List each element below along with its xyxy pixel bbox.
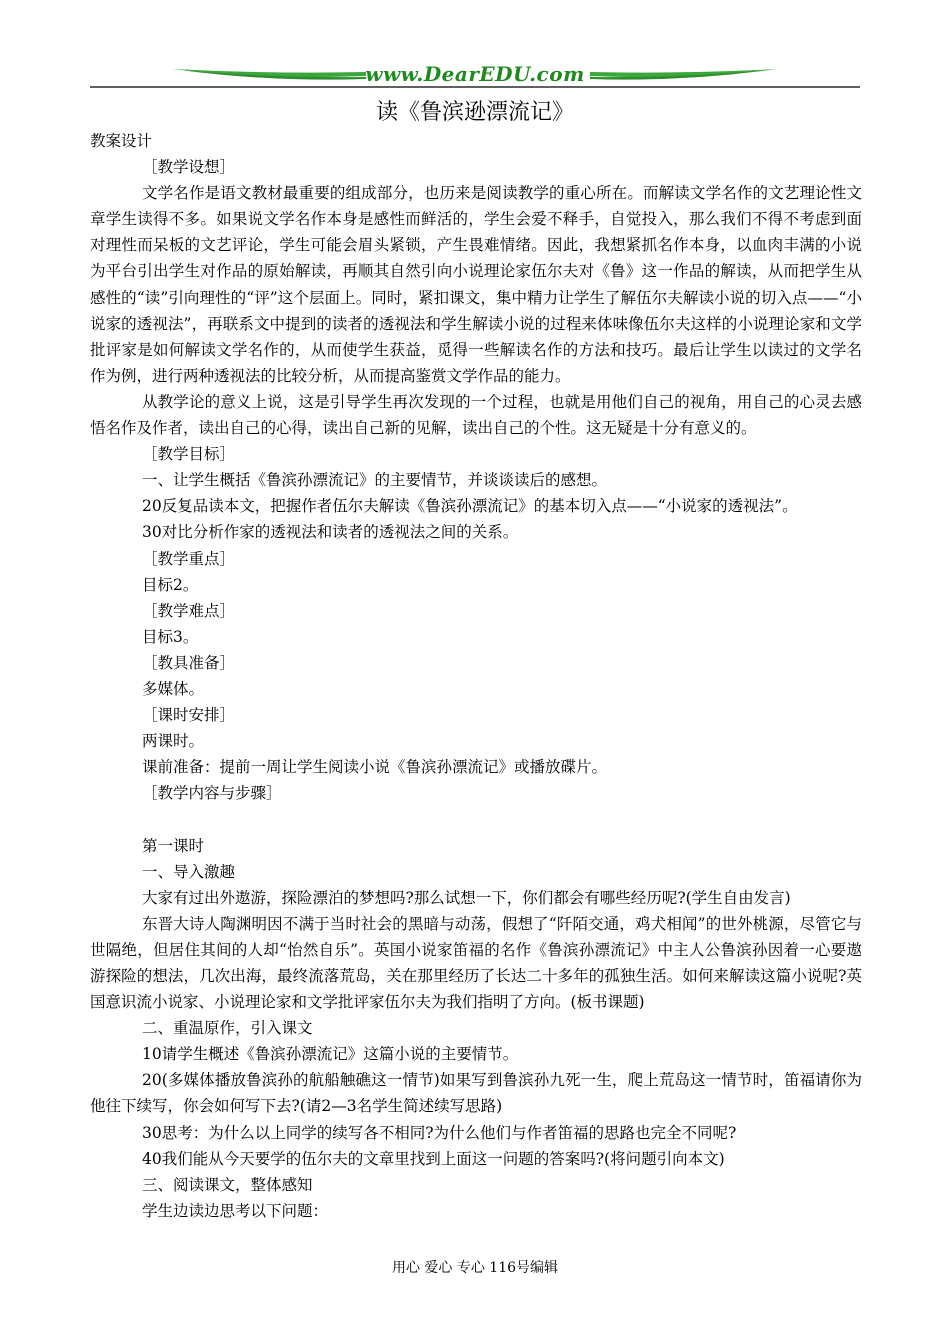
document-body	[90, 128, 862, 1224]
paragraph: 20(多媒体播放鲁滨孙的航船触礁这一情节)如果写到鲁滨孙九死一生，爬上荒岛这一情节时，笛福请你为他往下续写，你会如何写下去?(请2—3名学生简述续写思路)	[90, 1071, 862, 1116]
paragraph: 文学名作是语文教材最重要的组成部分，也历来是阅读教学的重心所在。而解读文学名作的文艺理论性文章学生读得不多。如果说文学名作本身是感性而鲜活的，学生会爱不释手，自觉投入，那么我们不得不考虑到面对理性而呆板的文艺评论，学生可能会眉头紧锁，产生畏难情绪。因此，我想紧抓名作本身，以血肉丰满的小说为平台引出学生对作品的原始解读，再顺其自然引向小说理论家伍尔夫对《鲁》这一作品的解读，从而把学生从感性的“读”引向理性的“评”这个层面上。同时，紧扣课文，集中精力让学生了解伍尔夫解读小说的切入点——“小说家的透视法”，再联系文中提到的读者的透视法和学生解读小说的过程来体味像伍尔夫这样的小说理论家和文学批评家是如何解读文学名作的，从而使学生获益，觅得一些解读名作的方法和技巧。最后让学生以读过的文学名作为例，进行两种透视法的比较分析，从而提高鉴赏文学作品的能力。	[90, 184, 862, 385]
paragraph: ［教学目标］	[142, 445, 236, 464]
site-header	[90, 60, 860, 90]
paragraph: 40我们能从今天要学的伍尔夫的文章里找到上面这一问题的答案吗?(将问题引向本文)	[142, 1149, 725, 1168]
paragraph: 大家有过出外遨游，探险漂泊的梦想吗?那么试想一下，你们都会有哪些经历呢?(学生自由发言)	[142, 888, 791, 907]
paragraph: ［教学设想］	[142, 158, 236, 177]
paragraph: 20反复品读本文，把握作者伍尔夫解读《鲁滨孙漂流记》的基本切入点——“小说家的透视法”。	[142, 497, 798, 516]
paragraph: 目标2。	[142, 575, 199, 594]
paragraph: 三、阅读课文，整体感知	[142, 1175, 313, 1194]
paragraph: 二、重温原作，引入课文	[142, 1019, 313, 1038]
paragraph: 第一课时	[142, 836, 205, 855]
paragraph: 目标3。	[142, 627, 199, 646]
paragraph: 一、让学生概括《鲁滨孙漂流记》的主要情节，并谈谈读后的感想。	[142, 471, 608, 490]
paragraph: 教案设计	[90, 132, 153, 150]
paragraph: ［教学重点］	[142, 549, 236, 568]
paragraph: ［教学内容与步骤］	[142, 784, 282, 803]
page-footer: 用心 爱心 专心 116号编辑	[391, 1260, 559, 1276]
paragraph: ［教具准备］	[142, 653, 236, 672]
paragraph: 从教学论的意义上说，这是引导学生再次发现的一个过程，也就是用他们自己的视角，用自己的心灵去感悟名作及作者，读出自己的心得，读出自己新的见解，读出自己的个性。这无疑是十分有意义的。	[90, 392, 862, 438]
site-logo-text: www.DearEDU.com	[365, 62, 585, 86]
paragraph: ［教学难点］	[142, 601, 236, 620]
paragraph: 10请学生概述《鲁滨孙漂流记》这篇小说的主要情节。	[142, 1045, 519, 1064]
paragraph: ［课时安排］	[142, 706, 236, 725]
paragraph: 学生边读边思考以下问题：	[142, 1201, 329, 1220]
paragraph: 多媒体。	[142, 679, 205, 698]
paragraph: 两课时。	[142, 732, 205, 751]
paragraph: 30对比分析作家的透视法和读者的透视法之间的关系。	[142, 523, 519, 542]
blank-line	[90, 806, 862, 832]
paragraph: 东晋大诗人陶渊明因不满于当时社会的黑暗与动荡，假想了“阡陌交通，鸡犬相闻”的世外桃源，尽管它与世隔绝，但居住其间的人却“怡然自乐”。英国小说家笛福的名作《鲁滨孙漂流记》中主人公鲁滨孙因着一心要遨游探险的想法，几次出海，最终流落荒岛，关在那里经历了长达二十多年的孤独生活。如何来解读这篇小说呢?英国意识流小说家、小说理论家和文学批评家伍尔夫为我们指明了方向。(板书课题)	[90, 914, 862, 1012]
paragraph: 30思考：为什么以上同学的续写各不相同?为什么他们与作者笛福的思路也完全不同呢?	[142, 1123, 737, 1142]
paragraph: 一、导入激趣	[142, 862, 236, 881]
document-title: 读《鲁滨逊漂流记》	[375, 100, 574, 125]
paragraph: 课前准备：提前一周让学生阅读小说《鲁滨孙漂流记》或播放碟片。	[142, 758, 608, 777]
